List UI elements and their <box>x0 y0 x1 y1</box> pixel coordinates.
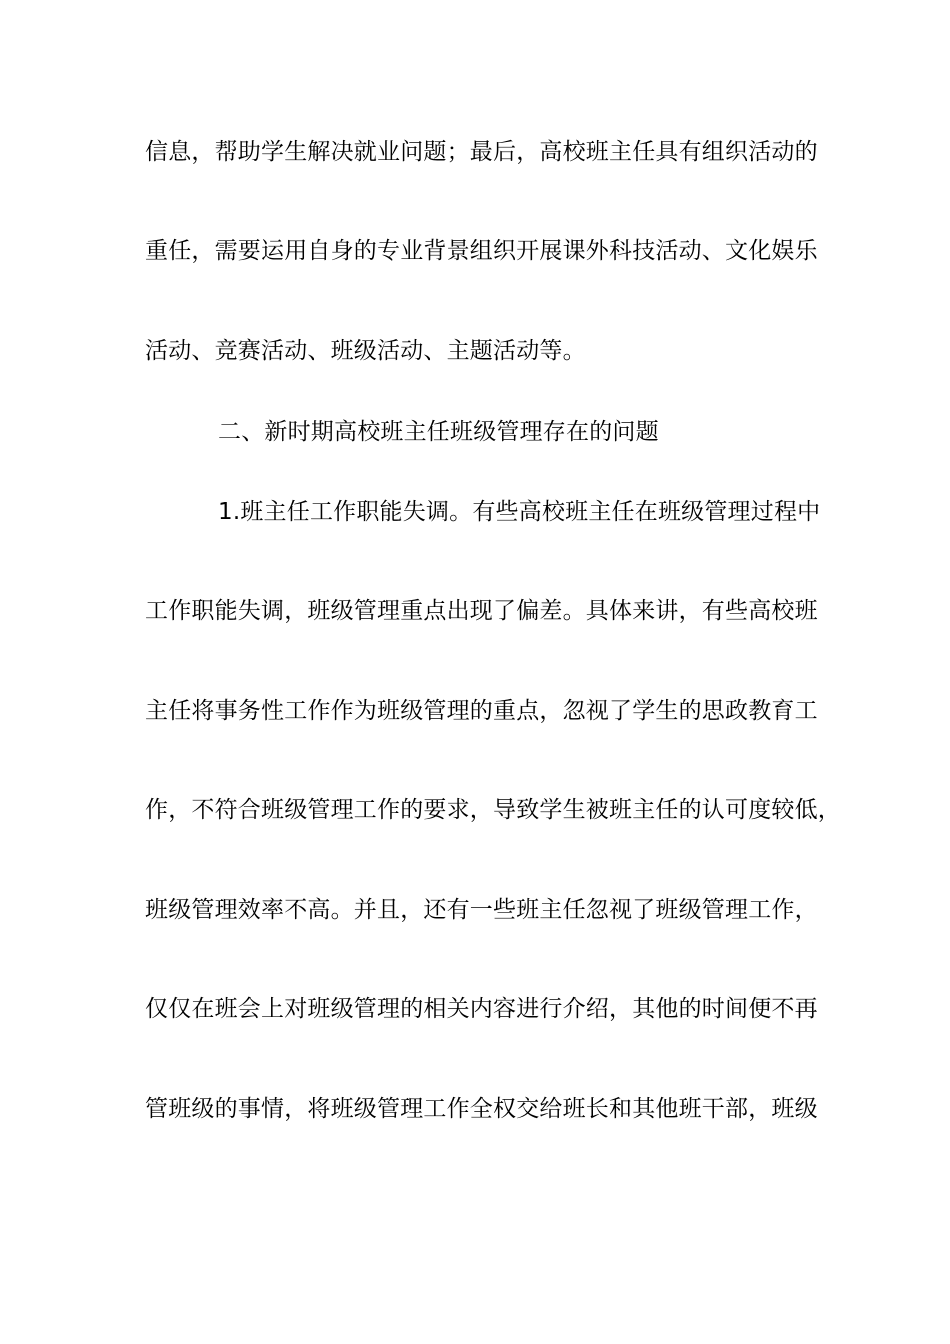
text-line: 管班级的事情，将班级管理工作全权交给班长和其他班干部，班级 <box>145 1096 818 1122</box>
paragraph-first-line: 1.班主任工作职能失调。有些高校班主任在班级管理过程中 <box>218 499 821 525</box>
text-line: 主任将事务性工作作为班级管理的重点，忽视了学生的思政教育工 <box>145 698 818 724</box>
section-heading: 二、新时期高校班主任班级管理存在的问题 <box>218 419 659 445</box>
text-line: 活动、竞赛活动、班级活动、主题活动等。 <box>145 338 586 364</box>
text-line: 班级管理效率不高。并且，还有一些班主任忽视了班级管理工作， <box>145 897 818 923</box>
text-line: 重任，需要运用自身的专业背景组织开展课外科技活动、文化娱乐 <box>145 238 818 264</box>
text-line: 信息，帮助学生解决就业问题；最后，高校班主任具有组织活动的 <box>145 139 818 165</box>
text-line: 仅仅在班会上对班级管理的相关内容进行介绍，其他的时间便不再 <box>145 996 818 1022</box>
text-line: 工作职能失调，班级管理重点出现了偏差。具体来讲，有些高校班 <box>145 598 818 624</box>
text-line: 作，不符合班级管理工作的要求，导致学生被班主任的认可度较低， <box>145 797 841 823</box>
